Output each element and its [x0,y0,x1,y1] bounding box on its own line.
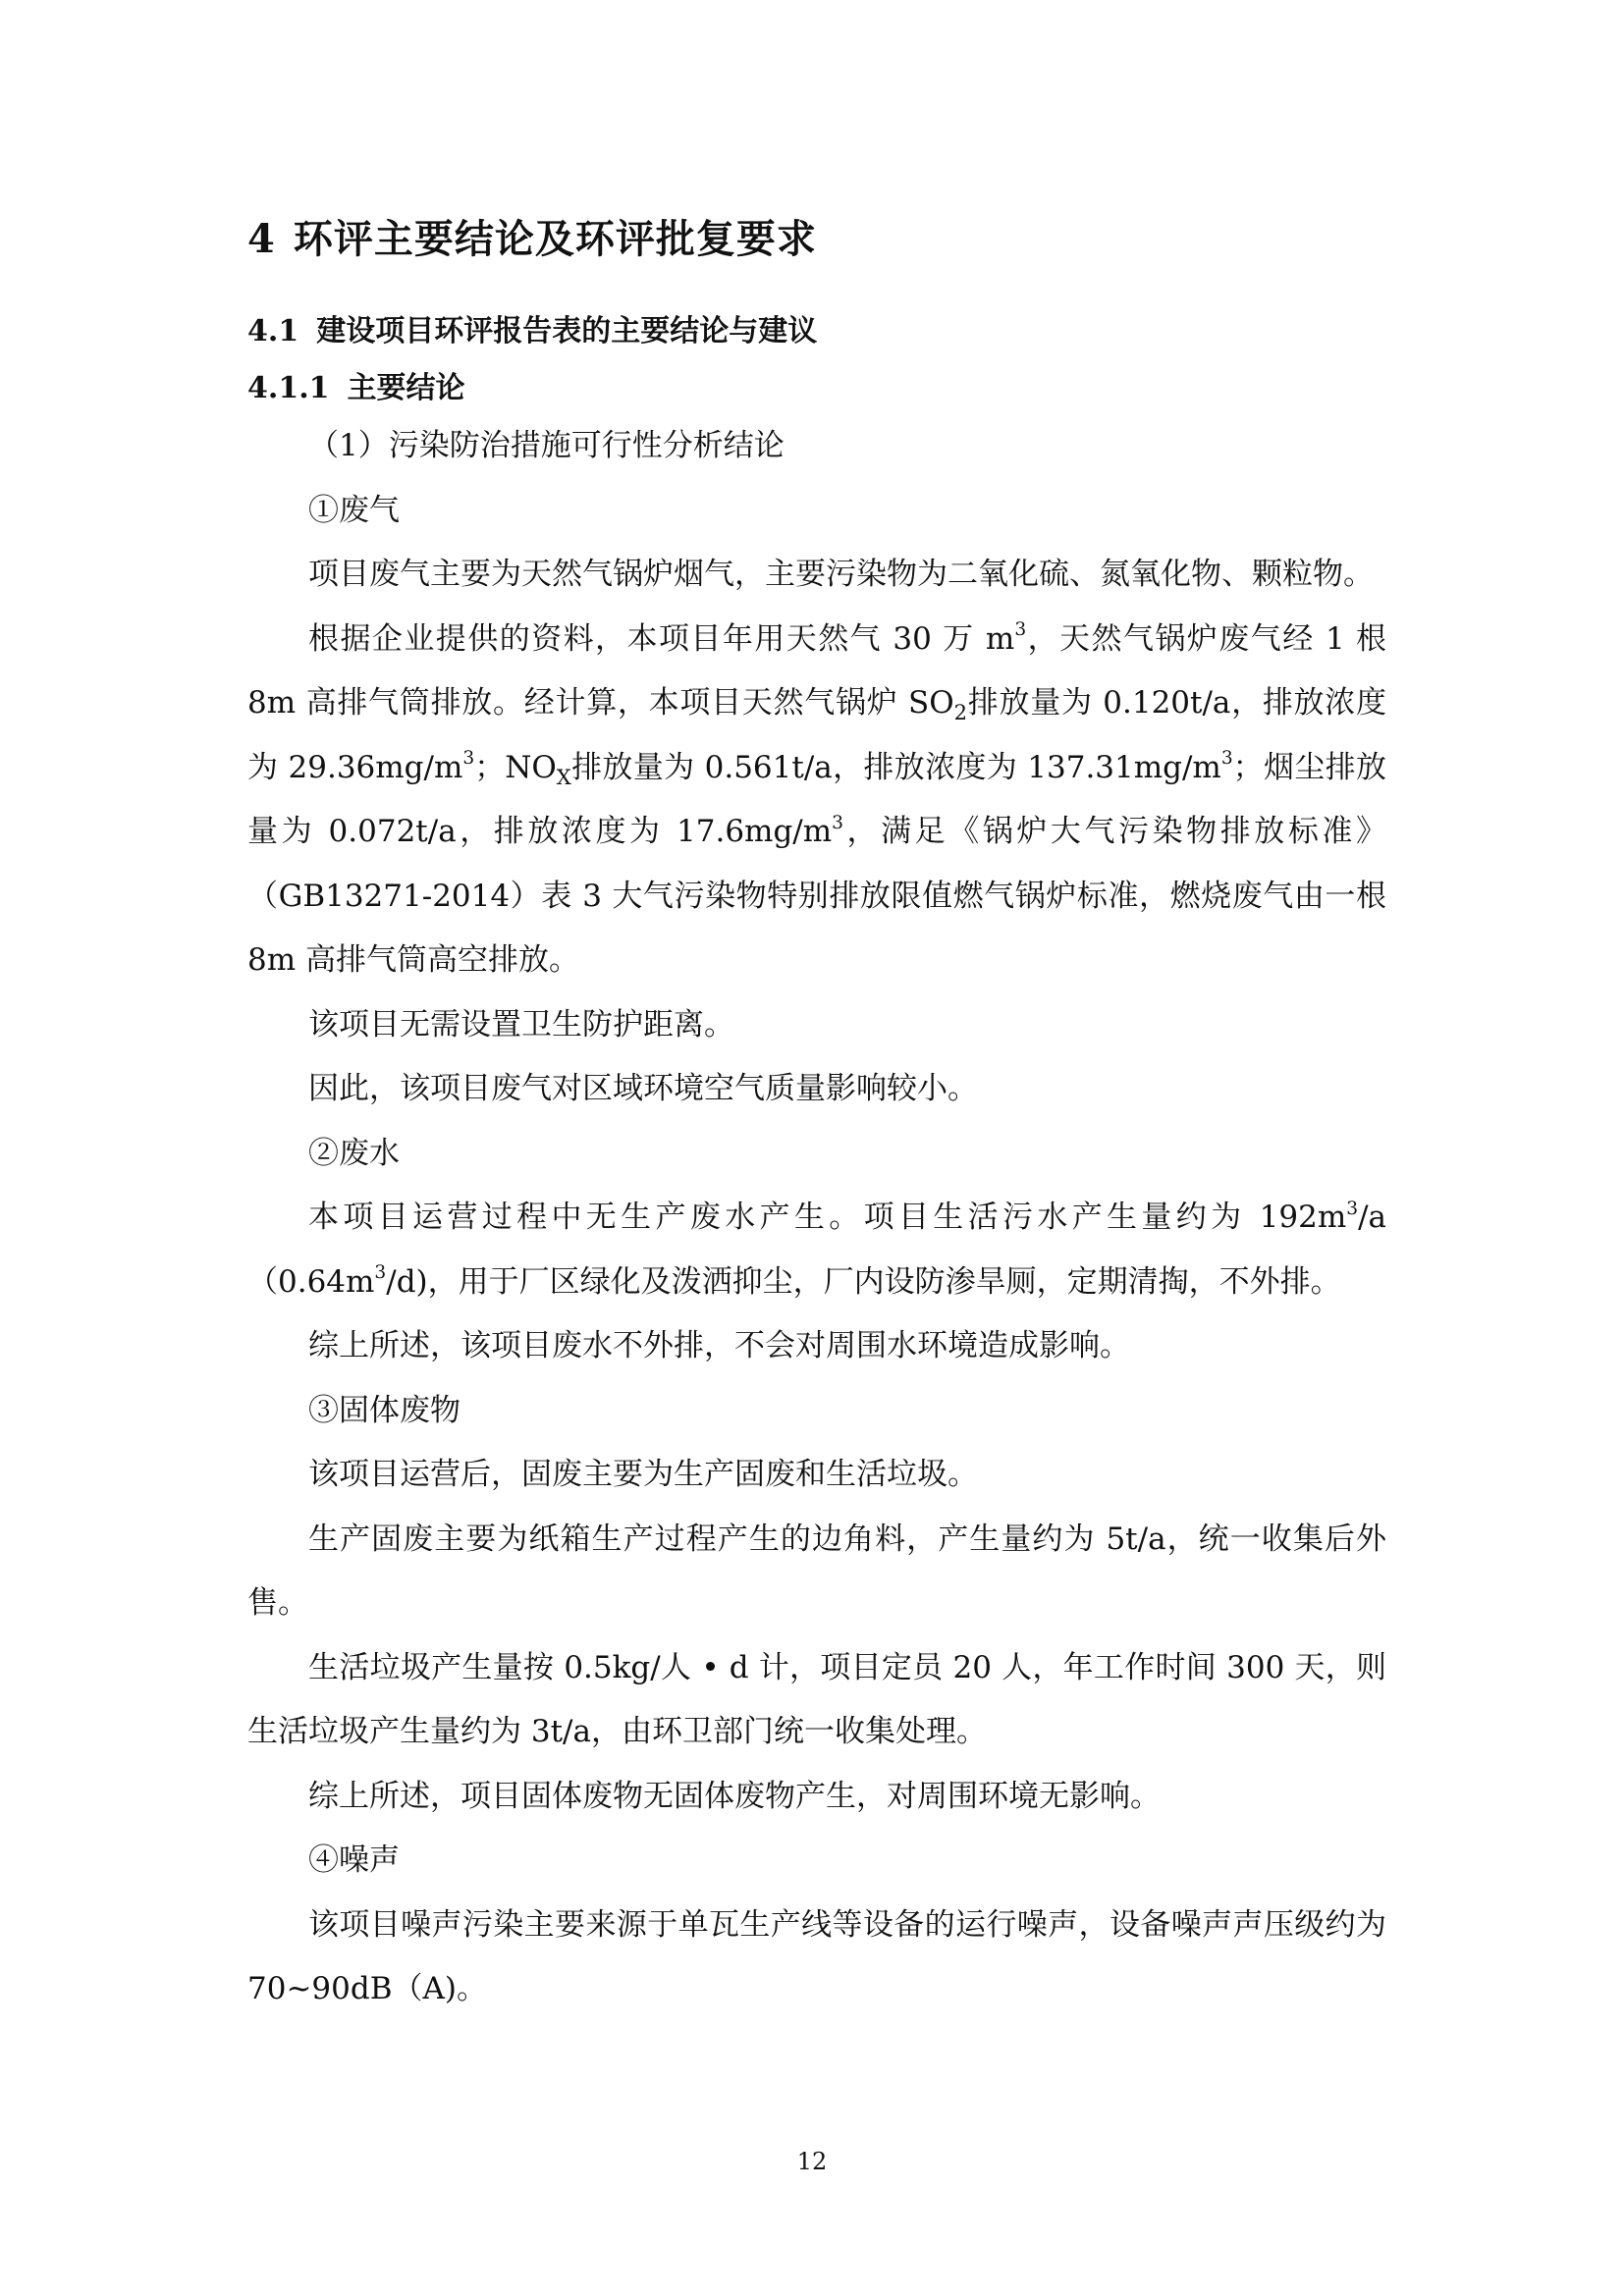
paragraph-solid-waste-impact: 综上所述，项目固体废物无固体废物产生，对周围环境无影响。 [308,1778,1161,1814]
subsection-heading [247,363,465,406]
paragraph-waste-water-heading: ②废水 [308,1135,400,1171]
paragraph-production-waste: 生产固废主要为纸箱生产过程产生的边角料，产生量约为 5t/a，统一收集后外售。 [247,1521,1386,1621]
chapter-heading [247,208,817,264]
paragraph-water-impact: 综上所述，该项目废水不外排，不会对周围水环境造成影响。 [308,1328,1130,1363]
subsection-title: 主要结论 [347,371,465,405]
paragraph-noise-heading: ④噪声 [308,1842,400,1878]
chapter-title: 环评主要结论及环评批复要求 [293,216,817,262]
paragraph-waste-gas-emissions: 根据企业提供的资料，本项目年用天然气 30 万 $m^3$，天然气锅炉废气经 1 根 8m 高排气筒排放。经计算，本项目天然气锅炉 $SO_2$排放量为 0.120t/a，排放浓度为 $29.36mg/m^3$；$NO_X$排放量为 0.561t/a，排放浓度为 $137.31mg/m^3$；烟尘排放量为 0.072t/a，排放浓度为 $17.6mg/m^3$，满足《锅炉大气污染物排放标准》（GB13271-2014）表 3 大气污染物特别排放限值燃气锅炉标准，燃烧废气由一根 8m 高排气筒高空排放。 [247,619,1387,978]
paragraph-noise-detail: 该项目噪声污染主要来源于单瓦生产线等设备的运行噪声，设备噪声声压级约为 70~90dB（A)。 [247,1906,1386,2006]
subsection-number: 4.1.1 [247,371,330,405]
paragraph-solid-waste-intro: 该项目运营后，固废主要为生产固废和生活垃圾。 [308,1457,978,1492]
paragraph-waste-gas-heading: ①废气 [308,492,400,528]
paragraph-solid-waste-heading: ③固体废物 [308,1392,460,1428]
chapter-number: 4 [247,216,276,262]
section-number: 4.1 [247,314,299,348]
body-text [247,414,1386,2022]
paragraph-air-impact: 因此，该项目废气对区域环境空气质量影响较小。 [308,1071,978,1106]
paragraph-domestic-garbage: 生活垃圾产生量按 0.5kg/人 • d 计，项目定员 20 人，年工作时间 300 天，则生活垃圾产生量约为 3t/a，由环卫部门统一收集处理。 [247,1649,1386,1749]
paragraph-waste-gas-intro: 项目废气主要为天然气锅炉烟气，主要污染物为二氧化硫、氮氧化物、颗粒物。 [308,557,1374,592]
paragraph-pollution-control-heading: （1）污染防治措施可行性分析结论 [308,428,785,463]
paragraph-waste-water-detail: 本项目运营过程中无生产废水产生。项目生活污水产生量约为 $192m^3/a(0.64m^3/d)$，用于厂区绿化及泼洒抑尘，厂内设防渗旱厕，定期清掏，不外排。 [247,1198,1386,1300]
paragraph-protection-distance: 该项目无需设置卫生防护距离。 [308,1006,734,1042]
section-title: 建设项目环评报告表的主要结论与建议 [316,314,818,348]
page-number: 12 [796,2148,828,2175]
section-heading [247,306,817,349]
